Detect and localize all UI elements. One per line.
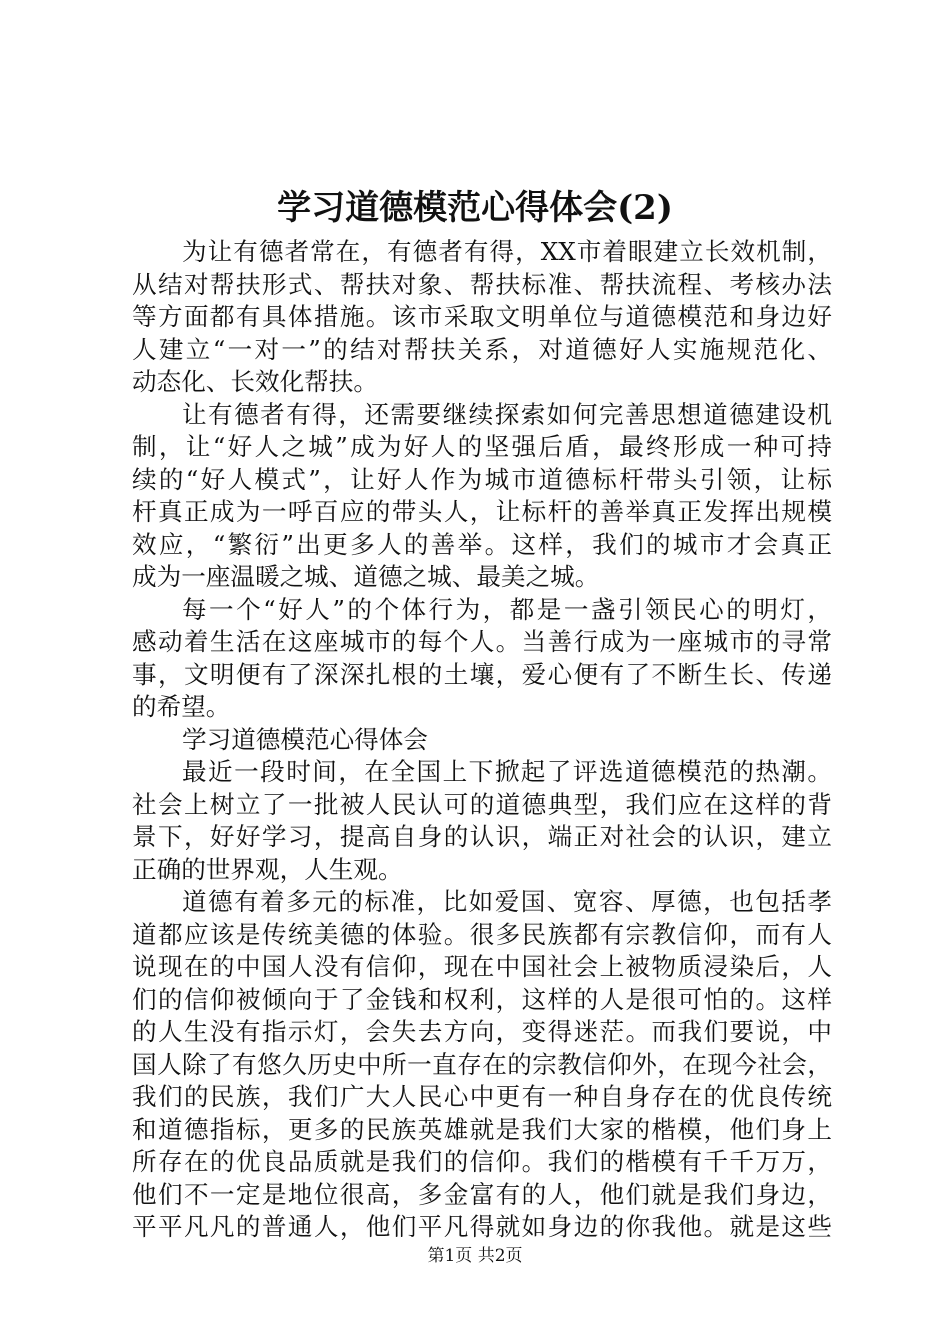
text-line: 动态化、长效化帮扶。 bbox=[132, 367, 378, 396]
section-heading: 学习道德模范心得体会 bbox=[182, 724, 428, 754]
text-line: 景下，好好学习，提高自身的认识，端正对社会的认识，建立 bbox=[132, 822, 832, 851]
text-line: 的希望。 bbox=[132, 692, 231, 721]
text-line: 让有德者有得，还需要继续探索如何完善思想道德建设机 bbox=[182, 399, 832, 429]
text-line: 国人除了有悠久历史中所一直存在的宗教信仰外，在现今社会， bbox=[132, 1049, 832, 1079]
text-line: 人建立“一对一”的结对帮扶关系，对道德好人实施规范化、 bbox=[132, 334, 832, 364]
text-line: 我们的民族，我们广大人民心中更有一种自身存在的优良传统 bbox=[132, 1082, 832, 1111]
text-line: 们的信仰被倾向于了金钱和权利，这样的人是很可怕的。这样 bbox=[132, 984, 832, 1014]
text-line: 成为一座温暖之城、道德之城、最美之城。 bbox=[132, 562, 600, 591]
text-line: 效应，“繁衍”出更多人的善举。这样，我们的城市才会真正 bbox=[132, 529, 832, 559]
text-line: 平平凡凡的普通人，他们平凡得就如身边的你我他。就是这些 bbox=[132, 1212, 832, 1241]
text-line: 杆真正成为一呼百应的带头人，让标杆的善举真正发挥出规模 bbox=[132, 497, 832, 526]
text-line: 和道德指标，更多的民族英雄就是我们大家的楷模，他们身上 bbox=[132, 1114, 832, 1144]
text-line: 说现在的中国人没有信仰，现在中国社会上被物质浸染后，人 bbox=[132, 952, 832, 981]
text-line: 道德有着多元的标准，比如爱国、宽容、厚德，也包括孝 bbox=[182, 887, 832, 916]
text-line: 感动着生活在这座城市的每个人。当善行成为一座城市的寻常 bbox=[132, 627, 832, 656]
text-line: 续的“好人模式”，让好人作为城市道德标杆带头引领，让标 bbox=[132, 464, 832, 494]
text-line: 制，让“好人之城”成为好人的坚强后盾，最终形成一种可持 bbox=[132, 432, 832, 461]
text-line: 从结对帮扶形式、帮扶对象、帮扶标准、帮扶流程、考核办法 bbox=[132, 269, 832, 299]
text-line: 正确的世界观，人生观。 bbox=[132, 854, 403, 884]
text-line: 等方面都有具体措施。该市采取文明单位与道德模范和身边好 bbox=[132, 302, 832, 331]
document-body bbox=[132, 236, 832, 1244]
document-title: 学习道德模范心得体会(2) bbox=[277, 188, 673, 228]
text-line: 所存在的优良品质就是我们的信仰。我们的楷模有千千万万， bbox=[132, 1147, 832, 1176]
text-line: 为让有德者常在，有德者有得，XX市着眼建立长效机制， bbox=[182, 237, 832, 266]
text-line: 每一个“好人”的个体行为，都是一盏引领民心的明灯， bbox=[182, 594, 832, 624]
text-line: 他们不一定是地位很高，多金富有的人，他们就是我们身边， bbox=[132, 1179, 832, 1209]
page-number-footer: 第1页 共2页 bbox=[427, 1246, 523, 1266]
text-line: 社会上树立了一批被人民认可的道德典型，我们应在这样的背 bbox=[132, 789, 832, 819]
text-line: 道都应该是传统美德的体验。很多民族都有宗教信仰，而有人 bbox=[132, 919, 832, 949]
text-line: 的人生没有指示灯，会失去方向，变得迷茫。而我们要说，中 bbox=[132, 1017, 832, 1046]
text-line: 事，文明便有了深深扎根的土壤，爱心便有了不断生长、传递 bbox=[132, 659, 832, 689]
text-line: 最近一段时间，在全国上下掀起了评选道德模范的热潮。 bbox=[182, 757, 832, 786]
